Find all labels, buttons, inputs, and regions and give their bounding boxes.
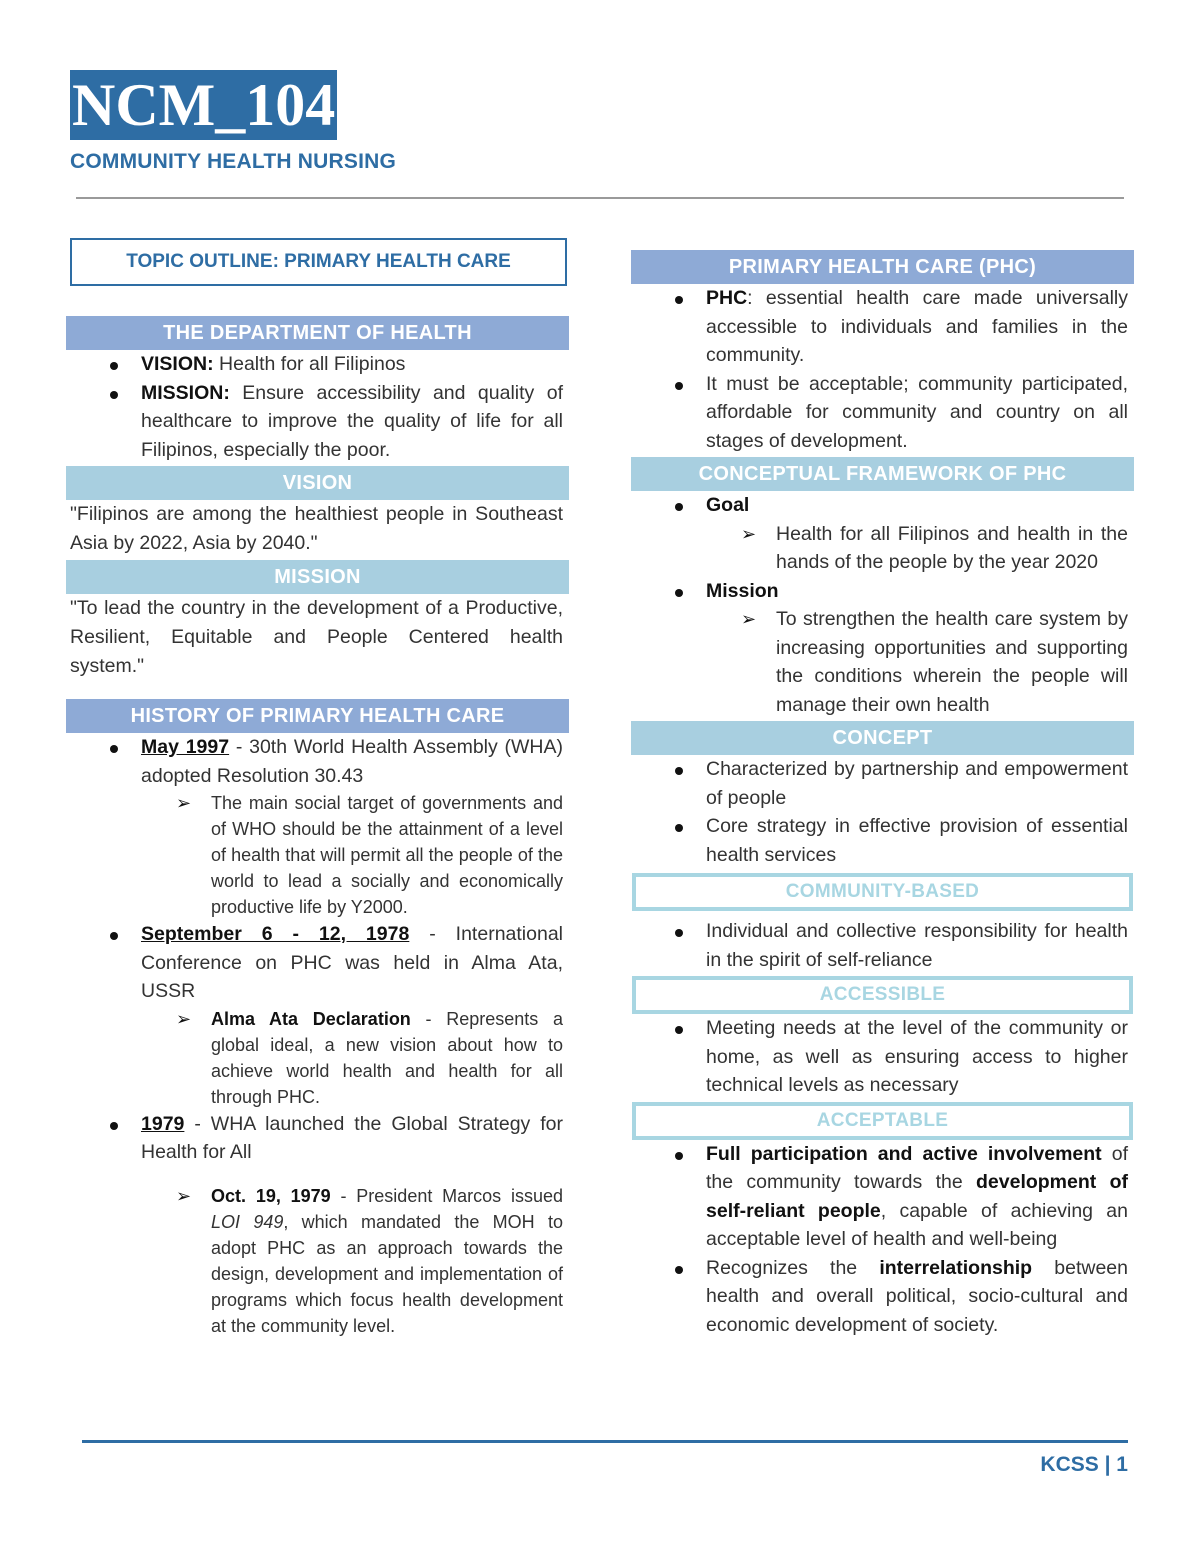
vision-text: Health for all Filipinos [213,353,406,375]
section-heading-phc: PRIMARY HEALTH CARE (PHC) [631,250,1134,284]
mission-label: Mission [706,579,779,602]
list-item: Characterized by partnership and empowerment of people [631,755,1134,812]
left-column [66,238,569,1339]
history-subtext: , which mandated the MOH to adopt PHC as an approach towards the design, development and implementation of programs which focus health development at the community level. [211,1211,563,1336]
vision-paragraph: "Filipinos are among the healthiest people in Southeast Asia by 2022, Asia by 2040." [70,503,563,554]
mission-paragraph: "To lead the country in the development of a Productive, Resilient, Equitable and People Centered health system." [70,597,563,677]
history-date: 1979 [141,1112,185,1135]
mission-label: MISSION: [141,381,230,404]
list-item [66,1110,569,1167]
section-heading-doh: THE DEPARTMENT OF HEALTH [66,316,569,350]
section-heading-accessible: ACCESSIBLE [632,976,1133,1014]
list-item [631,1140,1134,1254]
loi-date: Oct. 19, 1979 [211,1185,331,1206]
phc-text: : essential health care made universally accessible to individuals and families in the community. [706,287,1128,366]
history-list [66,733,569,1339]
right-column [631,250,1134,1339]
history-subtext: - Represents a global ideal, a new vision about how to achieve world health and health for all through PHC. [211,1008,563,1107]
acceptable-bold: interrelationship [879,1256,1033,1279]
document-title: NCM_104 [72,72,336,138]
list-item [66,920,569,1006]
history-subtext: The main social target of governments and of WHO should be the attainment of a level of health that will permit all the people of the world to lead a socially and economically productive life by Y2000. [211,793,563,917]
section-heading-history: HISTORY OF PRIMARY HEALTH CARE [66,699,569,733]
history-text: - 30th World Health Assembly (WHA) adopted Resolution 30.43 [141,736,563,787]
acceptable-text: between health and overall political, socio-cultural and economic development of society. [706,1256,1128,1336]
acceptable-text: Recognizes the [706,1256,880,1279]
section-heading-concept: CONCEPT [631,721,1134,755]
list-item: Individual and collective responsibility for health in the spirit of self-reliance [631,917,1134,974]
arrow-bullet-icon: ➢ [176,1185,192,1206]
arrow-bullet-icon: ➢ [741,609,757,629]
loi-number: LOI 949 [211,1211,284,1232]
acceptable-text: , capable of achieving an acceptable level of health and well-being [706,1199,1128,1250]
list-item [631,370,1134,456]
phc-text: It must be acceptable; community participated, affordable for community and country on all stages of development. [706,372,1128,452]
page-footer: KCSS | 1 [1040,1453,1128,1476]
list-item [631,1254,1134,1340]
topic-outline-box: TOPIC OUTLINE: PRIMARY HEALTH CARE [70,238,567,286]
history-date: May 1997 [141,736,230,758]
list-item [631,577,1134,606]
declaration-label: Alma Ata Declaration [211,1008,411,1029]
phc-list [631,284,1134,455]
history-text: - International Conference on PHC was held in Alma Ata, USSR [141,923,563,1002]
doh-list [66,350,569,464]
acceptable-text: of the community towards the [706,1142,1128,1193]
history-text: - WHA launched the Global Strategy for Health for All [141,1112,563,1163]
community-based-list [631,917,1134,974]
acceptable-list [631,1140,1134,1340]
footer-divider [82,1440,1128,1443]
list-item [66,733,569,790]
list-item [631,491,1134,520]
list-item [66,350,569,379]
list-item [631,284,1134,370]
arrow-bullet-icon: ➢ [741,523,757,544]
accessible-list [631,1014,1134,1100]
phc-label: PHC [706,287,748,309]
goal-label: Goal [706,494,750,516]
section-heading-community-based: COMMUNITY-BASED [632,873,1133,911]
sub-list-item [631,520,1134,577]
document-subtitle: COMMUNITY HEALTH NURSING [70,150,397,173]
sub-list-item [66,1006,569,1110]
mission-text: Ensure accessibility and quality of healthcare to improve the quality of life for all Filipinos, especially the poor. [141,381,563,461]
sub-list-item [66,790,569,920]
framework-list [631,491,1134,719]
list-item: Core strategy in effective provision of essential health services [631,812,1134,869]
section-heading-mission: MISSION [66,560,569,594]
acceptable-bold: development of self-reliant people [706,1171,1128,1222]
concept-list [631,755,1134,869]
arrow-bullet-icon: ➢ [176,1008,192,1029]
history-date: September 6 - 12, 1978 [141,923,410,945]
mission-text: To strengthen the health care system by increasing opportunities and supporting the conditions wherein the people will manage their own health [776,608,1128,716]
list-item: Meeting needs at the level of the community or home, as well as ensuring access to higher technical levels as necessary [631,1014,1134,1100]
section-heading-vision: VISION [66,466,569,500]
sub-list-item [66,1183,569,1339]
header-divider [76,197,1124,199]
goal-text: Health for all Filipinos and health in the hands of the people by the year 2020 [776,522,1128,573]
section-heading-acceptable: ACCEPTABLE [632,1102,1133,1140]
section-heading-framework: CONCEPTUAL FRAMEWORK OF PHC [631,457,1134,491]
history-subtext: - President Marcos issued [330,1185,563,1206]
list-item [66,379,569,465]
sub-list-item [631,605,1134,719]
acceptable-bold: Full participation and active involvement [706,1142,1102,1165]
vision-label: VISION: [141,353,214,375]
arrow-bullet-icon: ➢ [176,793,192,813]
